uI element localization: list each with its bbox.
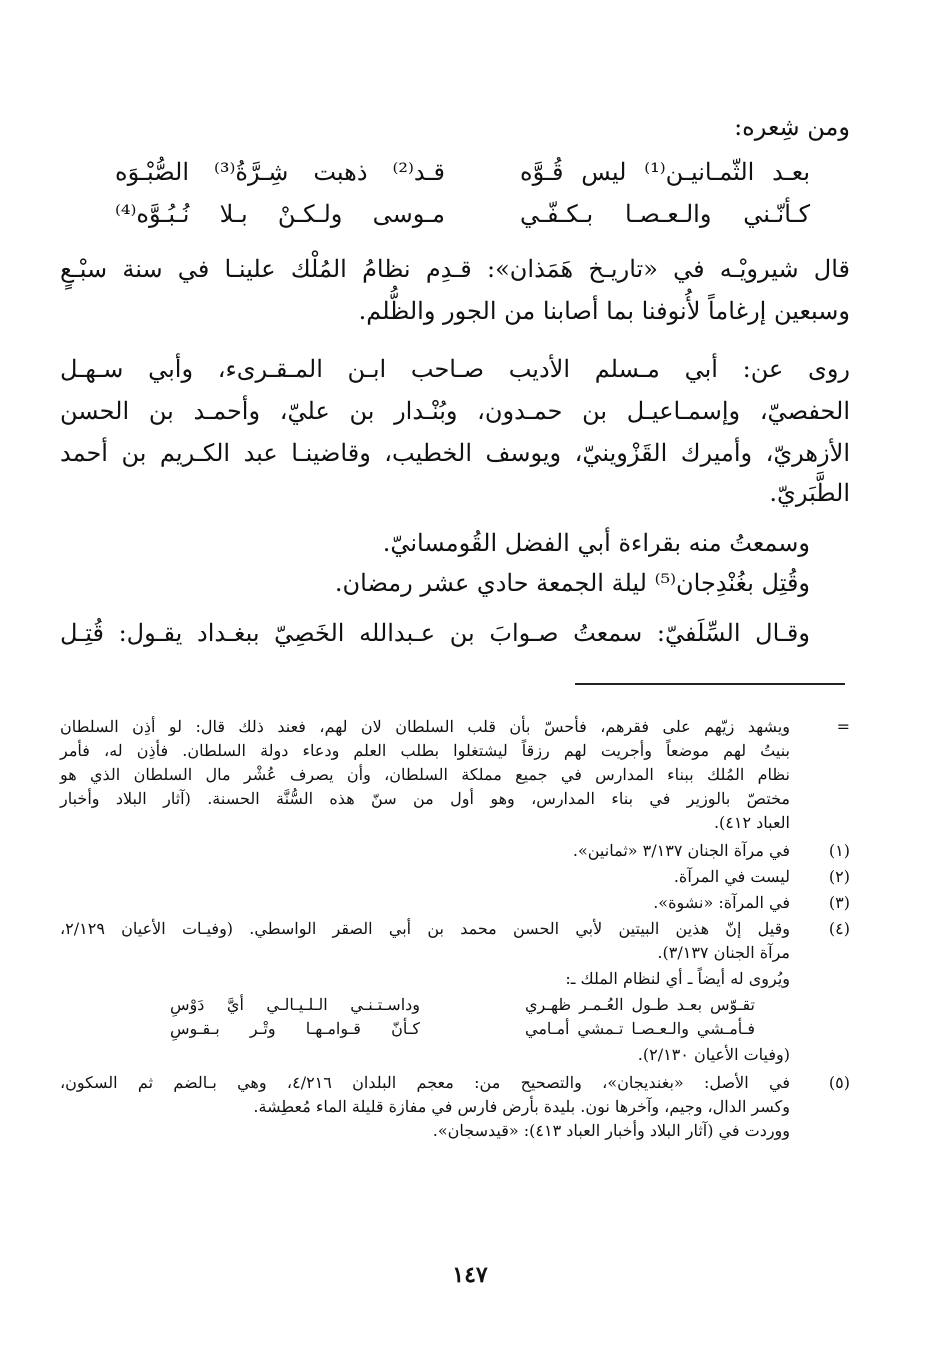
footnote-4-line-2: مرآة الجنان ٣/١٣٧). <box>657 943 790 962</box>
footnote-3-mark: (٣) <box>828 893 850 912</box>
footnote-cont-line-3: نظام المُلك ببناء المدارس في جميع مملكة السلطان، وأن يصرف عُشْر مال السلطان الذي هو <box>60 765 790 784</box>
footnote-5-line-3: ووردت في (آثار البلاد وأخبار العباد ٤١٣): «قيدسجان». <box>432 1121 790 1140</box>
footnote-4-mark: (٤) <box>828 919 850 938</box>
paragraph-killed: وقُتِل بغُنْدِجان⁽⁵⁾ ليلة الجمعة حادي عشر رمضان. <box>334 569 810 597</box>
footnote-4-line-1: وقيل إنّ هذين البيتين لأبي الحسن محمد بن أبي الصقر الواسطي. (وفيـات الأعيان ٢/١٢٩، <box>60 919 790 938</box>
poem-verse-2 <box>90 194 810 234</box>
footnote-5-line-1: في الأصل: «بغنديجان»، والتصحيح من: معجم البلدان ٤/٢١٦، وهي بـالضم ثم السكون، <box>60 1073 790 1092</box>
footnote-4-verse-1-first: تقـوّس بعـد طـول العُـمـر ظهـري <box>525 995 755 1014</box>
footnote-1-mark: (١) <box>828 841 850 860</box>
verse-1-first-hemistich: بعـد الثّمـانيـن⁽¹⁾ ليس قُـوَّه <box>520 158 810 186</box>
footnote-cont-line-1: ويشهد زيّهم على فقرهم، فأحسّ بأن قلب السلطان لان لهم، فعند ذلك قال: لو أذِن السلطان <box>60 717 790 736</box>
paragraph-silafi: وقـال السِّلَفيّ: سمعتُ صـوابَ بن عـبدالله الخَصِيّ ببغـداد يقـول: قُتِـل <box>60 619 810 647</box>
verse-2-second-hemistich: مـوسى ولـكـنْ بـلا نُـبُـوَّه⁽⁴⁾ <box>115 200 445 228</box>
footnote-4-source: (وفيات الأعيان ٢/١٣٠). <box>637 1045 790 1064</box>
paragraph-shirawayh-line-2: وسبعين إرغاماً لأُنوفنا بما أصابنا من الجور والظُّلم. <box>358 297 850 325</box>
paragraph-narrators-line-3: الأزهريّ، وأميرك القَزْوينيّ، ويوسف الخطيب، وقاضينـا عبد الكـريم بن أحمد <box>60 439 851 467</box>
footnote-1-text: في مرآة الجنان ٣/١٣٧ «ثمانين». <box>572 841 790 860</box>
poem-intro: ومن شِعره: <box>734 113 850 141</box>
paragraph-narrators-line-1: روى عن: أبي مـسلم الأديب صـاحب ابـن المـقـرىء، وأبي سـهـل <box>60 355 850 383</box>
poem-verse-1 <box>90 152 810 192</box>
paragraph-shirawayh-line-1: قال شيرويْـه في «تاريـخ هَمَذان»: قـدِم نظامُ المُلْك علينـا في سنة سبْـعٍ <box>60 255 850 283</box>
footnote-2-text: ليست في المرآة. <box>673 867 790 886</box>
footnote-cont-line-5: العباد ٤١٢). <box>713 813 790 832</box>
footnote-4-verse-2-first: فـأمـشي والـعـصـا تـمشي أمـامي <box>525 1019 755 1038</box>
paragraph-narrators-line-2: الحفصيّ، وإسمـاعيـل بن حمـدون، وبُنْـدار بن عليّ، وأحمـد بن الحسن <box>60 397 850 425</box>
paragraph-heard: وسمعتُ منه بقراءة أبي الفضل القُومسانيّ. <box>382 529 810 557</box>
page-number: ١٤٧ <box>452 1262 488 1288</box>
footnote-separator <box>575 683 845 685</box>
footnote-cont-line-2: بنيتُ لهم موضعاً وأجريت لهم رزقاً ليشتغلوا بطلب العلم ودعاء دولة السلطان. فأذِن له، فأمر <box>60 741 791 760</box>
footnote-5-line-2: وكسر الدال، وجيم، وآخرها نون. بليدة بأرض فارس في مفازة قليلة الماء مُعطِشة. <box>253 1097 790 1116</box>
footnote-4-verse-2-second: كـأنّ قـوامـهـا وتْـر بـقـوسِ <box>170 1019 420 1038</box>
verse-1-second-hemistich: قـد⁽²⁾ ذهبت شِـرَّةُ⁽³⁾ الصُّبْـوَه <box>115 158 445 186</box>
footnote-3-text: في المرآة: «نشوة». <box>653 893 790 912</box>
continuation-mark: = <box>836 717 850 736</box>
footnote-cont-line-4: مختصّ بالوزير في بناء المدارس، وهو أول من سنّ هذه السُّنَّة الحسنة. (آثار البلاد وأخبار <box>60 789 790 808</box>
paragraph-narrators-line-4: الطَّبَريّ. <box>769 479 850 507</box>
footnote-5-mark: (٥) <box>828 1073 850 1092</box>
footnote-4-verse-1-second: وداسـتـنـي الـلـيـالـي أيَّ دَوْسِ <box>170 995 420 1014</box>
verse-2-first-hemistich: كـأنّـني والـعـصـا بـكـفّـي <box>520 200 810 228</box>
footnote-4-line-3: ويُروى له أيضاً ـ أي لنظام الملك ـ: <box>565 969 790 988</box>
footnote-2-mark: (٢) <box>828 867 850 886</box>
